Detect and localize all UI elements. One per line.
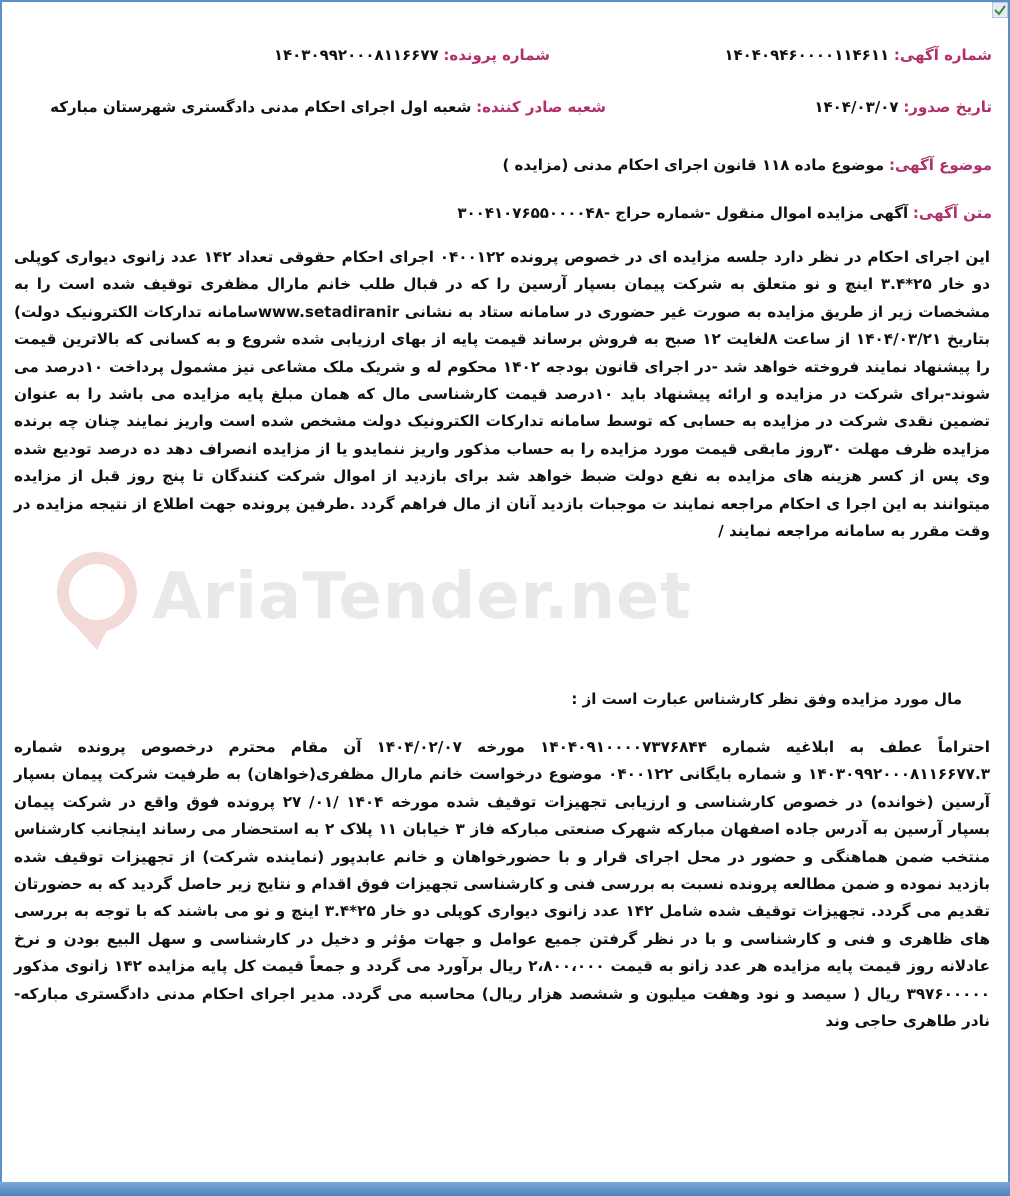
ad-number-label: شماره آگهی: [893, 46, 992, 64]
corner-badge-icon [992, 2, 1008, 18]
issuer-value: شعبه اول اجرای احکام مدنی دادگستری شهرستان مبارکه [50, 98, 472, 116]
issue-date-value: ۱۴۰۴/۰۳/۰۷ [814, 98, 899, 116]
watermark-logo-icon [52, 542, 142, 652]
issuer-label: شعبه صادر کننده: [476, 98, 606, 116]
ad-text-row [457, 204, 992, 222]
bottom-bar [0, 1182, 1010, 1196]
section-heading: مال مورد مزایده وفق نظر کارشناس عبارت است از : [571, 690, 962, 708]
expert-paragraph: احتراماً عطف به ابلاغیه شماره ۱۴۰۴۰۹۱۰۰۰۰۷۳۷۶۸۴۴ مورخه ۱۴۰۴/۰۲/۰۷ آن مقام محترم درخصوص پرونده شماره ۱۴۰۳۰۹۹۲۰۰۰۸۱۱۶۶۷۷.۳ و شماره بایگانی ۰۴۰۰۱۲۲ موضوع درخواست خانم مارال مظفری(خواهان) به طرفیت شرکت پیمان بسپار آرسین (خوانده) در خصوص کارشناسی و ارزیابی تجهیزات توقیف شده مورخه ۱۴۰۴ /۰۱/ ۲۷ پرونده فوق واقع در شرکت پیمان بسپار آرسین به آدرس جاده اصفهان مبارکه شهرک صنعتی مبارکه فاز ۳ خیابان ۱۱ پلاک ۲ به استحضار می رساند اینجانب کارشناس منتخب ضمن هماهنگی و حضور در محل اجرای قرار و با حضورخواهان و خانم عابدپور (نماینده شرکت) از تجهیزات توقیف شده بازدید نموده و ضمن مطالعه پرونده نسبت به بررسی فنی و کارشناسی تجهیزات فوق اقدام و نتایج زیر حاصل گردید که به حضورتان تقدیم می گردد. تجهیزات توقیف شده شامل ۱۴۲ عدد زانوی دیواری کوپلی دو خار ۲۵*۳.۴ اینچ و نو می باشند که با توجه به بررسی های ظاهری و فنی و کارشناسی و با در نظر گرفتن جمیع عوامل و جهات مؤثر و دخیل در کارشناسی و سهل البیع بودن و نرخ عادلانه روز قیمت پایه مزایده هر عدد زانو به قیمت ۲،۸۰۰،۰۰۰ ریال برآورد می گردد و جمعاً قیمت کل پایه مزایده ۱۴۲ زانوی مذکور ۳۹۷۶۰۰۰۰۰ ریال ( سیصد و نود وهفت میلیون و ششصد هزار ریال) محاسبه می گردد. مدیر اجرای احکام مدنی دادگستری مبارکه-نادر طاهری حاجی وند [14, 738, 990, 1031]
auction-paragraph: این اجرای احکام در نظر دارد جلسه مزایده ای در خصوص پرونده ۰۴۰۰۱۲۲ اجرای احکام حقوقی تعداد ۱۴۲ عدد زانوی دیواری کوپلی دو خار ۲۵*۳.۴ اینچ و نو متعلق به شرکت پیمان بسپار آرسین را که در قبال طلب خانم مارال مظفری توقیف شده است را به مشخصات زیر از طریق مزایده به صورت غیر حضوری در سامانه ستاد به نشانی www.setadiranirسامانه تدارکات الکترونیک دولت) بتاریخ ۱۴۰۴/۰۳/۲۱ از ساعت ۸لغایت ۱۲ صبح به فروش برساند قیمت پایه از بهای ارزیابی شده شروع و به کسانی که بالاترین قیمت را پیشنهاد نمایند فروخته خواهد شد -در اجرای قانون بودجه ۱۴۰۲ محکوم له و شریک ملک مشاعی نیز مشمول پرداخت ۱۰درصد می شوند-برای شرکت در مزایده و ارائه پیشنهاد باید ۱۰درصد قیمت کارشناسی مال که همان مبلغ پایه مزایده می باشد را به عنوان تضمین نقدی شرکت در مزایده به حسابی که توسط سامانه تدارکات الکترونیک دولت مشخص شده است واریز نمایند چنان چه برنده مزایده ظرف مهلت ۳۰روز مابقی قیمت مورد مزایده را به حساب مذکور واریز ننمایدو یا از مزایده انصراف دهد ده درصد تودیع شده وی پس از کسر هزینه های مزایده به نفع دولت ضبط خواهد شد برای بازدید از اموال شرکت کنندگان تا پنج روز قبل از مزایده میتوانند به این اجرا ی احکام مراجعه نمایند ت موجبات بازدید آنان از مال فراهم گردد .طرفین پرونده جهت اطلاع از نتیجه مزایده در وقت مقرر به سامانه مراجعه نمایند / [14, 248, 991, 541]
issue-date-label: تاریخ صدور: [903, 98, 992, 116]
case-number-value: ۱۴۰۳۰۹۹۲۰۰۰۸۱۱۶۶۷۷ [273, 46, 439, 64]
case-number-label: شماره پرونده: [443, 46, 550, 64]
issue-date-row [814, 98, 992, 116]
ad-number-value: ۱۴۰۴۰۹۴۶۰۰۰۰۱۱۴۶۱۱ [724, 46, 890, 64]
case-number-row [274, 46, 550, 64]
ad-text-value: آگهی مزایده اموال منقول -شماره حراج -۳۰۰۴۱۰۷۶۵۵۰۰۰۰۴۸ [457, 204, 909, 222]
watermark [42, 542, 692, 652]
ad-text-label: متن آگهی: [912, 204, 992, 222]
subject-label: موضوع آگهی: [888, 156, 992, 174]
subject-row [502, 156, 992, 174]
subject-value: موضوع ماده ۱۱۸ قانون اجرای احکام مدنی (مزایده ) [502, 156, 885, 174]
ad-number-row [724, 46, 992, 64]
issuer-row [50, 98, 606, 116]
watermark-text: AriaTender.net [152, 560, 692, 634]
